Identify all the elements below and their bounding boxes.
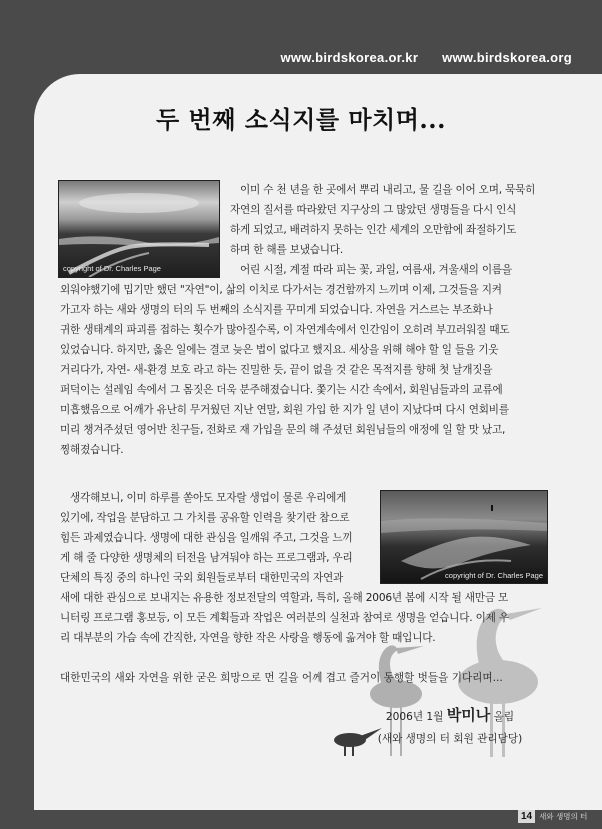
header-urls bbox=[270, 50, 572, 65]
paragraph-3-continued bbox=[60, 588, 550, 648]
text-line: 미리 챙겨주셨던 영어반 친구들, 전화로 재 가입을 문의 해 주셨던 회원님들의 애정에 일 할 맛 났고, bbox=[60, 424, 506, 436]
page-number: 14 bbox=[518, 810, 535, 823]
text-line: 귀한 생태계의 파괴를 접하는 횟수가 많아질수록, 이 자연계속에서 인간임이 오히려 부끄러워질 때도 bbox=[60, 324, 510, 336]
url-kr[interactable]: www.birdskorea.or.kr bbox=[280, 50, 419, 65]
paragraph-1 bbox=[230, 180, 548, 280]
page-footer bbox=[518, 808, 587, 824]
text-line: 찡해졌습니다. bbox=[60, 444, 124, 456]
photo-credit: copyright of Dr. Charles Page bbox=[445, 571, 543, 580]
text-line: 새에 대한 관심으로 보내지는 유용한 정보전달의 역할과, 특히, 올해 2006년 봄에 시작 될 새만금 모 bbox=[60, 592, 509, 604]
url-org[interactable]: www.birdskorea.org bbox=[442, 50, 572, 65]
text-line: 하며 한 해를 보냈습니다. bbox=[230, 244, 344, 256]
page-title: 두 번째 소식지를 마치며... bbox=[156, 105, 446, 134]
text-line: 니터링 프로그램 홍보등, 이 모든 계획들과 작업은 여러분의 실천과 참여로 생명을 얻습니다. 이제 우 bbox=[60, 612, 509, 624]
photo-credit: copyright of Dr. Charles Page bbox=[63, 264, 161, 273]
photo-mudflat-bird-graphic bbox=[381, 491, 547, 583]
signature-block bbox=[350, 704, 550, 750]
text-line: 힘든 과제였습니다. 생명에 대한 관심을 일깨워 주고, 그것을 느끼 bbox=[60, 532, 353, 544]
text-line: 퍼덕이는 설레임 속에서 그 몸짓은 더욱 분주해졌습니다. 쫓기는 시간 속에서, 회원님들과의 교류에 bbox=[60, 384, 503, 396]
signature-role: (새와 생명의 터 회원 관리담당) bbox=[377, 733, 523, 745]
text-line: 게 해 줄 다양한 생명체의 터전을 남겨둬야 하는 프로그램과, 우리 bbox=[60, 552, 353, 564]
signature-line bbox=[350, 704, 550, 728]
text-line: 어린 시절, 계절 따라 피는 꽃, 과일, 여름새, 겨울새의 이름을 bbox=[240, 264, 512, 276]
signature-name: 박미나 bbox=[446, 706, 491, 724]
text-line: 이미 수 천 년을 한 곳에서 뿌리 내리고, 물 길을 이어 오며, 묵묵히 bbox=[240, 184, 536, 196]
signature-date: 2006년 1월 bbox=[385, 711, 444, 723]
photo-tidal-flat-sunset bbox=[58, 180, 220, 278]
signature-suffix: 올림 bbox=[493, 711, 515, 723]
text-line: 가고자 하는 새와 생명의 터의 두 번째의 소식지를 꾸미게 되었습니다. 자연을 거스르는 부조화나 bbox=[60, 304, 493, 316]
text-line: 하게 되었고, 배려하지 못하는 인간 세계의 오만함에 좌절하기도 bbox=[230, 224, 517, 236]
closing-line: 대한민국의 새와 자연을 위한 굳은 희망으로 먼 길을 어께 겹고 즐거이 동행할 벗들을 기다리며... bbox=[60, 672, 503, 684]
text-line: 자연의 질서를 따라왔던 지구상의 그 많았던 생명들을 다시 인식 bbox=[230, 204, 517, 216]
footer-label: 새와 생명의 터 bbox=[539, 811, 588, 821]
text-line: 외워야했기에 밉기만 했던 "자연"이, 삶의 이치로 다가서는 경건함까지 느끼며 이제, 그것들을 지켜 bbox=[60, 284, 502, 296]
text-line: 있었습니다. 하지만, 옳은 일에는 결코 늦은 법이 없다고 했지요. 세상을 위해 해야 할 일 들을 기웃 bbox=[60, 344, 499, 356]
paragraph-2 bbox=[60, 280, 550, 460]
text-line: 거리다가, 자연- 새-환경 보호 라고 하는 진밀한 듯, 끝이 없을 것 같은 목적지를 향해 첫 날개짓을 bbox=[60, 364, 493, 376]
text-line: 미흡했음으로 어깨가 유난히 무거웠던 지난 연말, 회원 가입 한 지가 일 년이 지났다며 다시 연회비를 bbox=[60, 404, 509, 416]
photo-mudflat-bird bbox=[380, 490, 548, 584]
text-line: 단체의 특징 중의 하나인 국외 회원들로부터 대한민국의 자연과 bbox=[60, 572, 344, 584]
photo-tidal-flat-sunset-graphic bbox=[59, 181, 219, 277]
text-line: 있기에, 작업을 분담하고 그 가치를 공유할 인력을 찾기란 참으로 bbox=[60, 512, 350, 524]
text-line: 리 대부분의 가슴 속에 간직한, 자연을 향한 작은 사랑을 행동에 옮겨야 할 때입니다. bbox=[60, 632, 436, 644]
paragraph-3 bbox=[60, 488, 372, 588]
text-line: 생각해보니, 이미 하루를 쏟아도 모자랄 생업이 물론 우리에게 bbox=[70, 492, 347, 504]
